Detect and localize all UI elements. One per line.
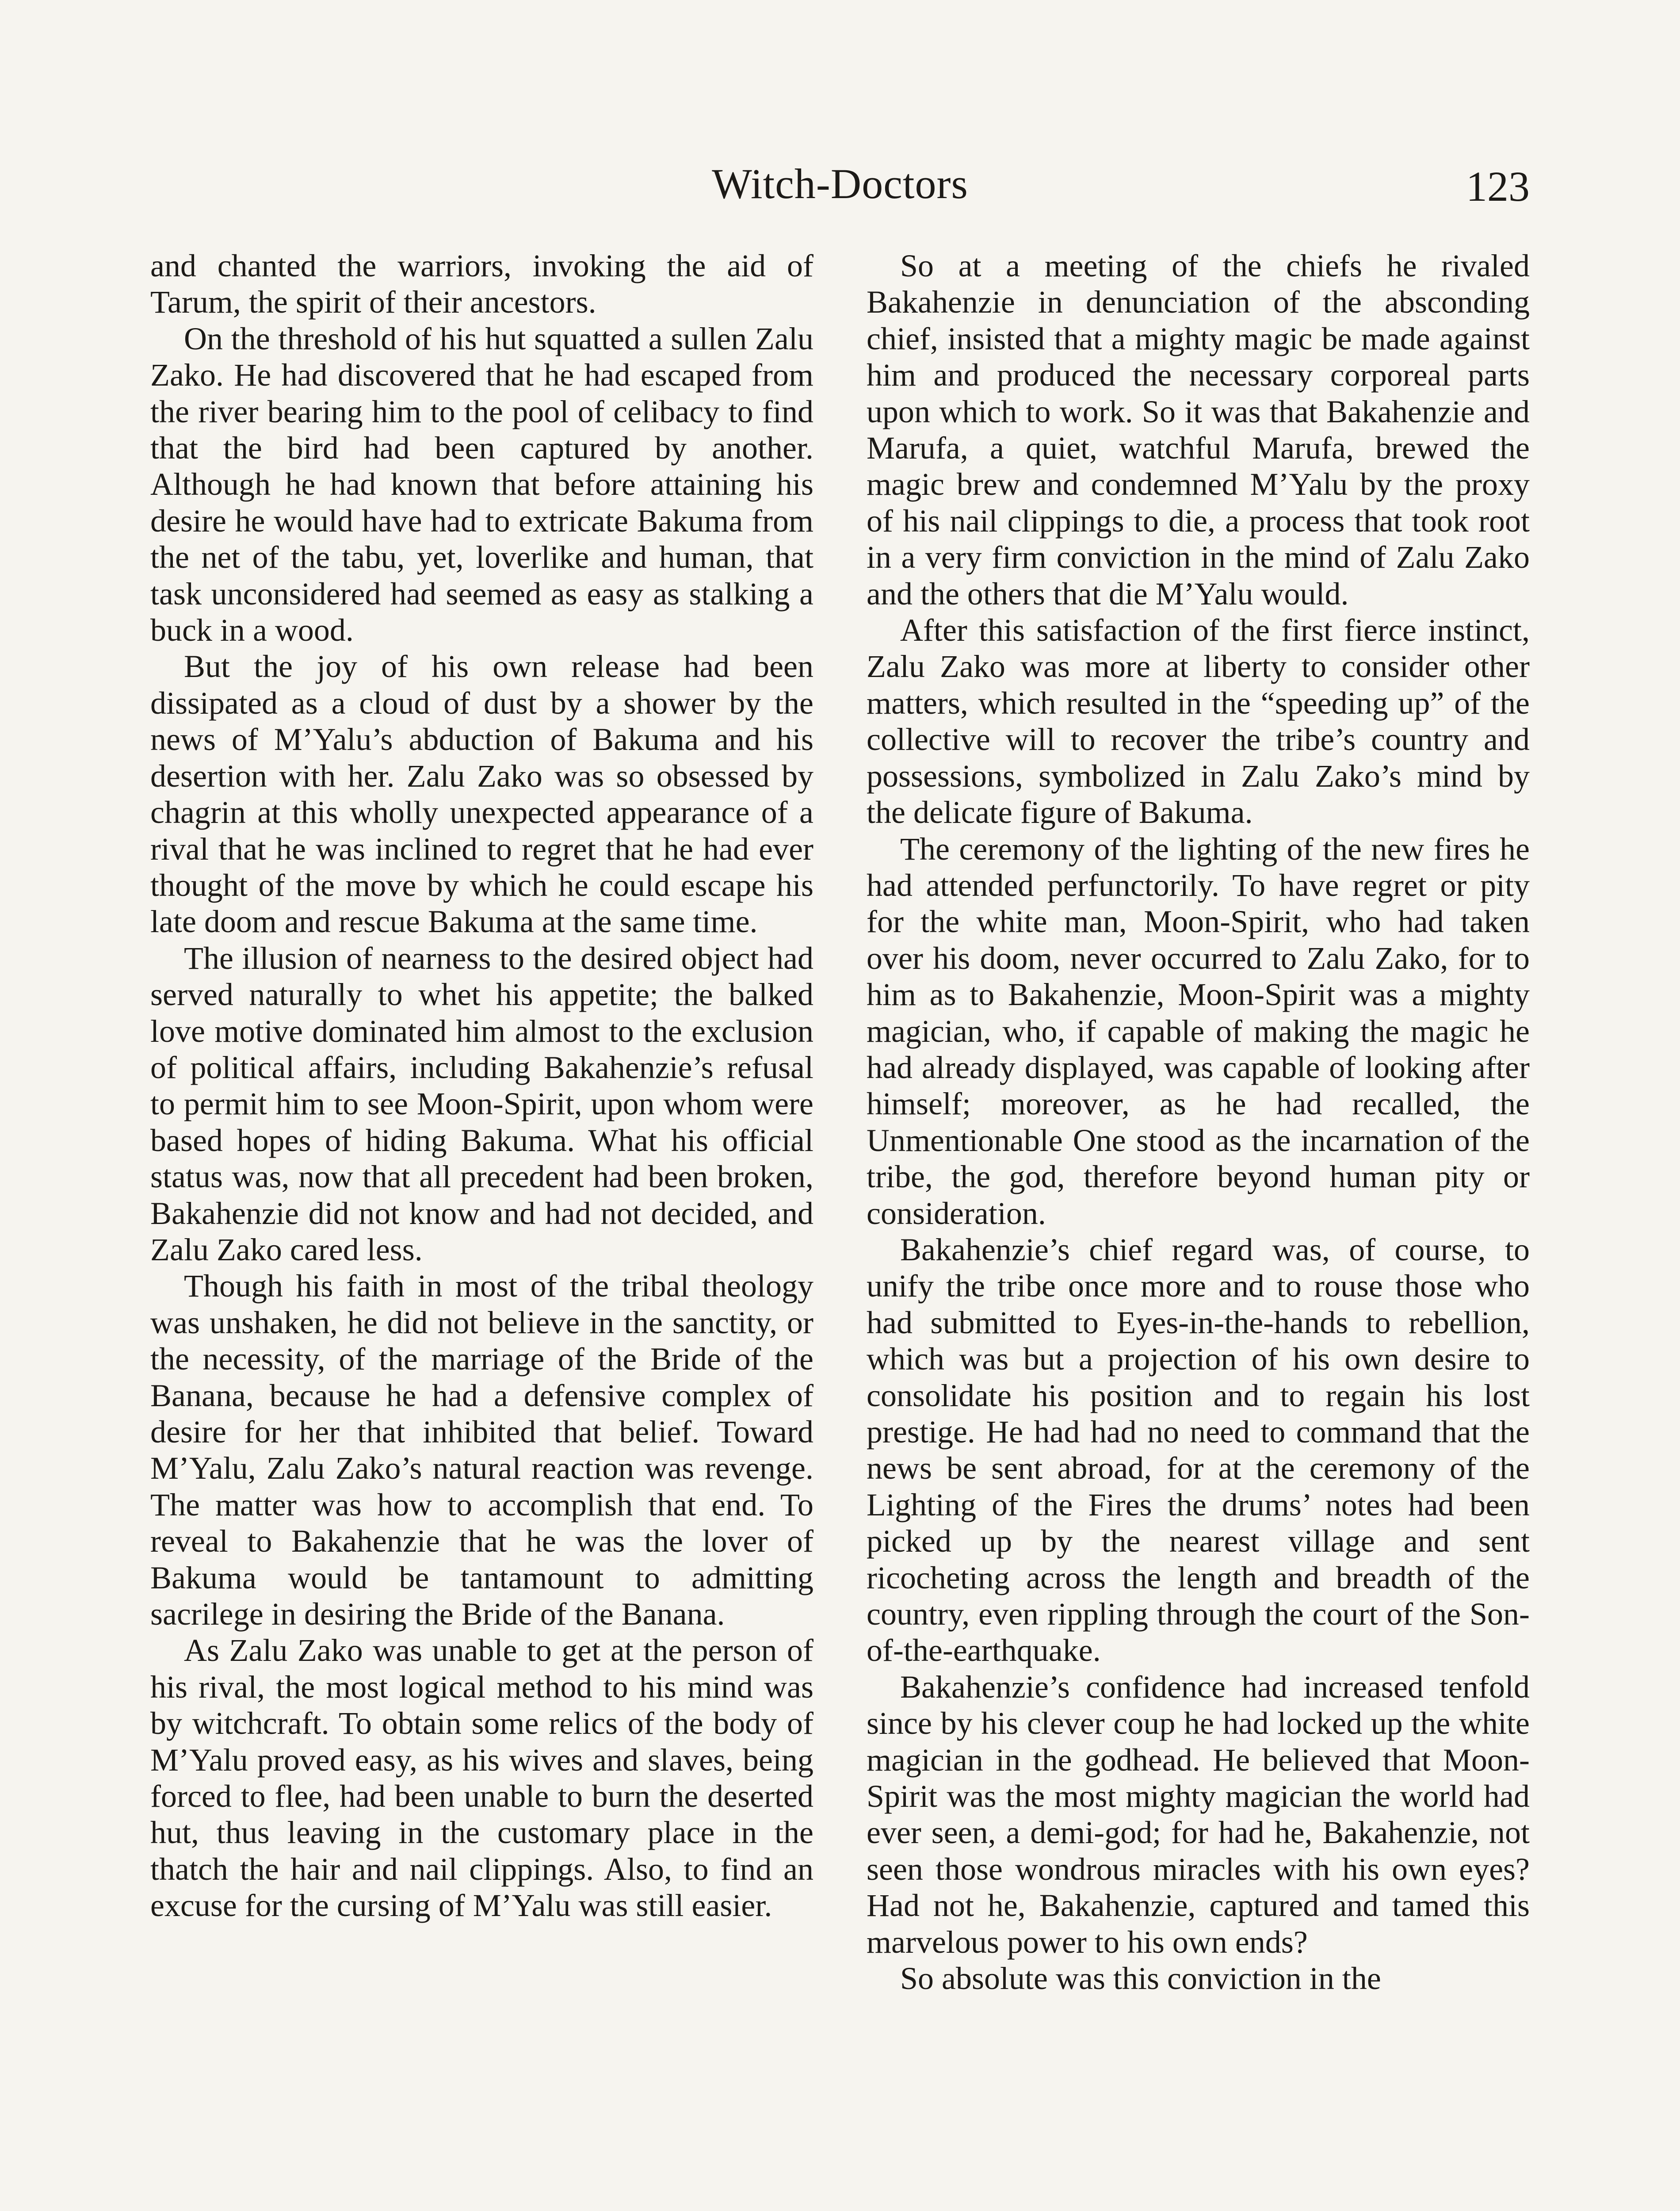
- paragraph: The ceremony of the lighting of the new fires he had attended perfunctorily. To have regret or pity for the white man, Moon-Spirit, who had taken over his doom, never occurred to Zalu Zako, for to him as to Bakahenzie, Moon-Spirit was a mighty magician, who, if capable of making the magic he had already displayed, was capable of looking after himself; moreover, as he had recalled, the Unmentionable One stood as the incarnation of the tribe, the god, therefore beyond human pity or consideration.: [867, 831, 1530, 1231]
- paragraph: Though his faith in most of the tribal theology was unshaken, he did not believe in the sanctity, or the necessity, of the marriage of the Bride of the Banana, because he had a defensive complex of desire for her that inhibited that belief. Toward M’Yalu, Zalu Zako’s natural reaction was revenge. The matter was how to accomplish that end. To reveal to Bakahenzie that he was the lover of Bakuma would be tantamount to admitting sacrilege in desiring the Bride of the Banana.: [150, 1268, 813, 1632]
- paragraph: So at a meeting of the chiefs he rivaled Bakahenzie in denunciation of the absconding chief, insisted that a mighty magic be made against him and produced the necessary corporeal parts upon which to work. So it was that Bakahenzie and Marufa, a quiet, watchful Marufa, brewed the magic brew and condemned M’Yalu by the proxy of his nail clippings to die, a process that took root in a very firm conviction in the mind of Zalu Zako and the others that die M’Yalu would.: [867, 248, 1530, 612]
- paragraph: After this satisfaction of the first fierce instinct, Zalu Zako was more at liberty to consider other matters, which resulted in the “speeding up” of the collective will to recover the tribe’s country and possessions, symbolized in Zalu Zako’s mind by the delicate figure of Bakuma.: [867, 612, 1530, 830]
- left-column: [150, 248, 813, 2211]
- paragraph: and chanted the warriors, invoking the aid of Tarum, the spirit of their ancestors.: [150, 248, 813, 320]
- right-column: [867, 248, 1530, 2211]
- paragraph: But the joy of his own release had been dissipated as a cloud of dust by a shower by the news of M’Yalu’s abduction of Bakuma and his desertion with her. Zalu Zako was so obsessed by chagrin at this wholly unexpected appearance of a rival that he was inclined to regret that he had ever thought of the move by which he could escape his late doom and rescue Bakuma at the same time.: [150, 649, 813, 940]
- paragraph: On the threshold of his hut squatted a sullen Zalu Zako. He had discovered that he had escaped from the river bearing him to the pool of celibacy to find that the bird had been captured by another. Although he had known that before attaining his desire he would have had to extricate Bakuma from the net of the tabu, yet, loverlike and human, that task unconsidered had seemed as easy as stalking a buck in a wood.: [150, 321, 813, 648]
- paragraph: As Zalu Zako was unable to get at the person of his rival, the most logical method to his mind was by witchcraft. To obtain some relics of the body of M’Yalu proved easy, as his wives and slaves, being forced to flee, had been unable to burn the deserted hut, thus leaving in the customary place in the thatch the hair and nail clippings. Also, to find an excuse for the cursing of M’Yalu was still easier.: [150, 1633, 813, 1924]
- chapter-title: Witch-Doctors: [712, 160, 968, 207]
- page-number: 123: [1466, 163, 1530, 210]
- paragraph: Bakahenzie’s chief regard was, of course, to unify the tribe once more and to rouse those who had submitted to Eyes-in-the-hands to rebellion, which was but a projection of his own desire to consolidate his position and to regain his lost prestige. He had had no need to command that the news be sent abroad, for at the ceremony of the Lighting of the Fires the drums’ notes had been picked up by the nearest village and sent ricocheting across the length and breadth of the country, even rippling through the court of the Son-of-the-earthquake.: [867, 1232, 1530, 1668]
- running-head: [150, 159, 1530, 221]
- text-columns: [150, 248, 1530, 2211]
- paragraph: The illusion of nearness to the desired object had served naturally to whet his appetite; the balked love motive dominated him almost to the exclusion of political affairs, including Bakahenzie’s refusal to permit him to see Moon-Spirit, upon whom were based hopes of hiding Bakuma. What his official status was, now that all precedent had been broken, Bakahenzie did not know and had not decided, and Zalu Zako cared less.: [150, 940, 813, 1267]
- paragraph: So absolute was this conviction in the: [900, 1961, 1381, 1997]
- paragraph: Bakahenzie’s confidence had increased tenfold since by his clever coup he had locked up the white magician in the godhead. He believed that Moon-Spirit was the most mighty magician the world had ever seen, a demi-god; for had he, Bakahenzie, not seen those wondrous miracles with his own eyes? Had not he, Bakahenzie, captured and tamed this marvelous power to his own ends?: [867, 1669, 1530, 1960]
